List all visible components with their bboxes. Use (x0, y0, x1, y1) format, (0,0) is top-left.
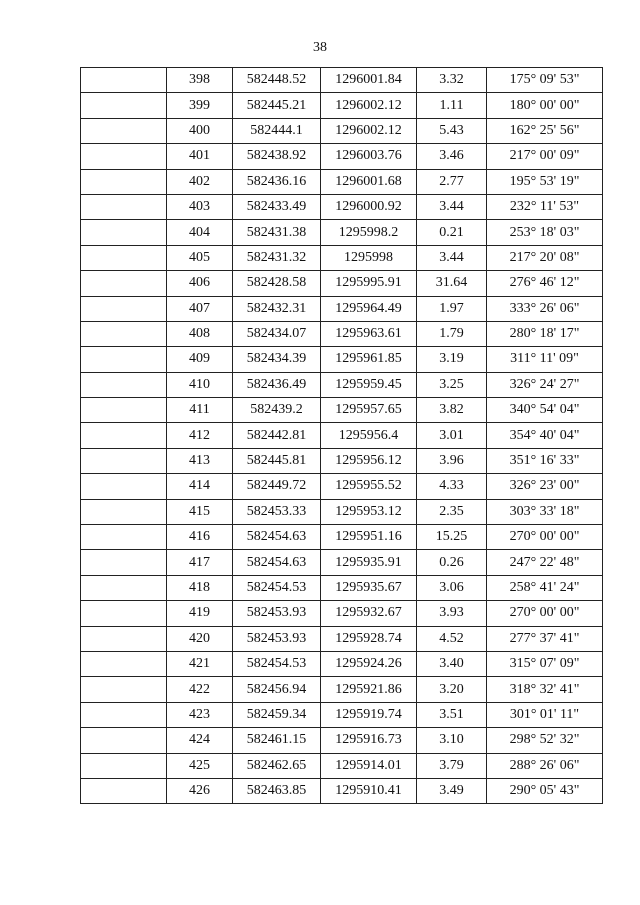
table-row (81, 728, 603, 753)
x-coordinate-cell: 582431.32 (233, 245, 321, 270)
distance-cell: 1.11 (417, 93, 487, 118)
bearing-angle-cell: 217° 20' 08" (487, 245, 603, 270)
blank-cell (81, 68, 167, 93)
bearing-angle-cell: 326° 23' 00" (487, 474, 603, 499)
point-number-cell: 405 (167, 245, 233, 270)
blank-cell (81, 118, 167, 143)
table-row (81, 118, 603, 143)
distance-cell: 3.44 (417, 245, 487, 270)
bearing-angle-cell: 180° 00' 00" (487, 93, 603, 118)
bearing-angle-cell: 247° 22' 48" (487, 550, 603, 575)
x-coordinate-cell: 582433.49 (233, 194, 321, 219)
y-coordinate-cell: 1295919.74 (321, 702, 417, 727)
x-coordinate-cell: 582436.16 (233, 169, 321, 194)
table-row (81, 575, 603, 600)
table-row (81, 753, 603, 778)
y-coordinate-cell: 1295928.74 (321, 626, 417, 651)
blank-cell (81, 93, 167, 118)
bearing-angle-cell: 315° 07' 09" (487, 651, 603, 676)
x-coordinate-cell: 582438.92 (233, 144, 321, 169)
y-coordinate-cell: 1295921.86 (321, 677, 417, 702)
point-number-cell: 408 (167, 321, 233, 346)
x-coordinate-cell: 582439.2 (233, 398, 321, 423)
blank-cell (81, 575, 167, 600)
point-number-cell: 426 (167, 778, 233, 803)
table-row (81, 93, 603, 118)
x-coordinate-cell: 582431.38 (233, 220, 321, 245)
point-number-cell: 420 (167, 626, 233, 651)
bearing-angle-cell: 290° 05' 43" (487, 778, 603, 803)
y-coordinate-cell: 1296002.12 (321, 118, 417, 143)
table-row (81, 626, 603, 651)
point-number-cell: 415 (167, 499, 233, 524)
point-number-cell: 401 (167, 144, 233, 169)
table-row (81, 169, 603, 194)
blank-cell (81, 677, 167, 702)
distance-cell: 2.35 (417, 499, 487, 524)
table-row (81, 499, 603, 524)
blank-cell (81, 347, 167, 372)
y-coordinate-cell: 1295961.85 (321, 347, 417, 372)
point-number-cell: 410 (167, 372, 233, 397)
distance-cell: 1.79 (417, 321, 487, 346)
point-number-cell: 421 (167, 651, 233, 676)
blank-cell (81, 651, 167, 676)
x-coordinate-cell: 582454.63 (233, 550, 321, 575)
distance-cell: 3.96 (417, 448, 487, 473)
distance-cell: 3.51 (417, 702, 487, 727)
table-row (81, 220, 603, 245)
point-number-cell: 403 (167, 194, 233, 219)
blank-cell (81, 245, 167, 270)
coordinates-table-body (81, 68, 603, 804)
y-coordinate-cell: 1295956.4 (321, 423, 417, 448)
distance-cell: 3.93 (417, 601, 487, 626)
y-coordinate-cell: 1295998 (321, 245, 417, 270)
bearing-angle-cell: 311° 11' 09" (487, 347, 603, 372)
table-row (81, 702, 603, 727)
blank-cell (81, 728, 167, 753)
y-coordinate-cell: 1295916.73 (321, 728, 417, 753)
y-coordinate-cell: 1296001.84 (321, 68, 417, 93)
y-coordinate-cell: 1295932.67 (321, 601, 417, 626)
distance-cell: 31.64 (417, 271, 487, 296)
table-row (81, 601, 603, 626)
y-coordinate-cell: 1295914.01 (321, 753, 417, 778)
bearing-angle-cell: 351° 16' 33" (487, 448, 603, 473)
blank-cell (81, 372, 167, 397)
bearing-angle-cell: 175° 09' 53" (487, 68, 603, 93)
point-number-cell: 406 (167, 271, 233, 296)
x-coordinate-cell: 582432.31 (233, 296, 321, 321)
y-coordinate-cell: 1295998.2 (321, 220, 417, 245)
blank-cell (81, 220, 167, 245)
x-coordinate-cell: 582442.81 (233, 423, 321, 448)
point-number-cell: 411 (167, 398, 233, 423)
table-row (81, 68, 603, 93)
x-coordinate-cell: 582461.15 (233, 728, 321, 753)
table-row (81, 194, 603, 219)
bearing-angle-cell: 270° 00' 00" (487, 525, 603, 550)
blank-cell (81, 778, 167, 803)
point-number-cell: 413 (167, 448, 233, 473)
blank-cell (81, 525, 167, 550)
bearing-angle-cell: 253° 18' 03" (487, 220, 603, 245)
blank-cell (81, 398, 167, 423)
point-number-cell: 409 (167, 347, 233, 372)
x-coordinate-cell: 582463.85 (233, 778, 321, 803)
distance-cell: 0.21 (417, 220, 487, 245)
bearing-angle-cell: 340° 54' 04" (487, 398, 603, 423)
table-row (81, 398, 603, 423)
point-number-cell: 412 (167, 423, 233, 448)
point-number-cell: 414 (167, 474, 233, 499)
point-number-cell: 422 (167, 677, 233, 702)
distance-cell: 3.46 (417, 144, 487, 169)
point-number-cell: 399 (167, 93, 233, 118)
coordinates-table (80, 67, 603, 804)
point-number-cell: 419 (167, 601, 233, 626)
y-coordinate-cell: 1295956.12 (321, 448, 417, 473)
distance-cell: 3.49 (417, 778, 487, 803)
y-coordinate-cell: 1296000.92 (321, 194, 417, 219)
y-coordinate-cell: 1295935.67 (321, 575, 417, 600)
blank-cell (81, 753, 167, 778)
blank-cell (81, 144, 167, 169)
bearing-angle-cell: 280° 18' 17" (487, 321, 603, 346)
y-coordinate-cell: 1295910.41 (321, 778, 417, 803)
bearing-angle-cell: 298° 52' 32" (487, 728, 603, 753)
y-coordinate-cell: 1295951.16 (321, 525, 417, 550)
bearing-angle-cell: 217° 00' 09" (487, 144, 603, 169)
x-coordinate-cell: 582454.53 (233, 651, 321, 676)
y-coordinate-cell: 1295955.52 (321, 474, 417, 499)
point-number-cell: 418 (167, 575, 233, 600)
blank-cell (81, 499, 167, 524)
distance-cell: 15.25 (417, 525, 487, 550)
distance-cell: 3.10 (417, 728, 487, 753)
x-coordinate-cell: 582459.34 (233, 702, 321, 727)
distance-cell: 0.26 (417, 550, 487, 575)
bearing-angle-cell: 258° 41' 24" (487, 575, 603, 600)
y-coordinate-cell: 1295935.91 (321, 550, 417, 575)
blank-cell (81, 626, 167, 651)
y-coordinate-cell: 1295957.65 (321, 398, 417, 423)
distance-cell: 3.01 (417, 423, 487, 448)
table-row (81, 321, 603, 346)
bearing-angle-cell: 270° 00' 00" (487, 601, 603, 626)
table-row (81, 778, 603, 803)
x-coordinate-cell: 582456.94 (233, 677, 321, 702)
bearing-angle-cell: 303° 33' 18" (487, 499, 603, 524)
distance-cell: 3.25 (417, 372, 487, 397)
table-row (81, 347, 603, 372)
table-row (81, 448, 603, 473)
bearing-angle-cell: 232° 11' 53" (487, 194, 603, 219)
point-number-cell: 398 (167, 68, 233, 93)
bearing-angle-cell: 326° 24' 27" (487, 372, 603, 397)
blank-cell (81, 296, 167, 321)
distance-cell: 1.97 (417, 296, 487, 321)
blank-cell (81, 474, 167, 499)
bearing-angle-cell: 333° 26' 06" (487, 296, 603, 321)
distance-cell: 3.82 (417, 398, 487, 423)
blank-cell (81, 601, 167, 626)
bearing-angle-cell: 288° 26' 06" (487, 753, 603, 778)
bearing-angle-cell: 277° 37' 41" (487, 626, 603, 651)
table-row (81, 550, 603, 575)
point-number-cell: 423 (167, 702, 233, 727)
bearing-angle-cell: 318° 32' 41" (487, 677, 603, 702)
bearing-angle-cell: 162° 25' 56" (487, 118, 603, 143)
distance-cell: 2.77 (417, 169, 487, 194)
table-row (81, 271, 603, 296)
y-coordinate-cell: 1295953.12 (321, 499, 417, 524)
distance-cell: 3.20 (417, 677, 487, 702)
point-number-cell: 407 (167, 296, 233, 321)
x-coordinate-cell: 582454.53 (233, 575, 321, 600)
point-number-cell: 417 (167, 550, 233, 575)
distance-cell: 3.44 (417, 194, 487, 219)
point-number-cell: 404 (167, 220, 233, 245)
blank-cell (81, 550, 167, 575)
distance-cell: 4.33 (417, 474, 487, 499)
x-coordinate-cell: 582453.93 (233, 626, 321, 651)
blank-cell (81, 448, 167, 473)
distance-cell: 3.79 (417, 753, 487, 778)
table-row (81, 677, 603, 702)
distance-cell: 3.32 (417, 68, 487, 93)
x-coordinate-cell: 582434.07 (233, 321, 321, 346)
table-row (81, 296, 603, 321)
x-coordinate-cell: 582453.33 (233, 499, 321, 524)
table-row (81, 372, 603, 397)
x-coordinate-cell: 582445.81 (233, 448, 321, 473)
blank-cell (81, 169, 167, 194)
y-coordinate-cell: 1295959.45 (321, 372, 417, 397)
bearing-angle-cell: 354° 40' 04" (487, 423, 603, 448)
blank-cell (81, 702, 167, 727)
x-coordinate-cell: 582428.58 (233, 271, 321, 296)
distance-cell: 3.06 (417, 575, 487, 600)
point-number-cell: 424 (167, 728, 233, 753)
x-coordinate-cell: 582449.72 (233, 474, 321, 499)
bearing-angle-cell: 195° 53' 19" (487, 169, 603, 194)
table-row (81, 423, 603, 448)
y-coordinate-cell: 1295964.49 (321, 296, 417, 321)
x-coordinate-cell: 582434.39 (233, 347, 321, 372)
blank-cell (81, 194, 167, 219)
page-number: 38 (313, 40, 327, 55)
distance-cell: 4.52 (417, 626, 487, 651)
y-coordinate-cell: 1296002.12 (321, 93, 417, 118)
blank-cell (81, 321, 167, 346)
bearing-angle-cell: 276° 46' 12" (487, 271, 603, 296)
point-number-cell: 400 (167, 118, 233, 143)
blank-cell (81, 271, 167, 296)
table-row (81, 474, 603, 499)
table-row (81, 651, 603, 676)
x-coordinate-cell: 582436.49 (233, 372, 321, 397)
y-coordinate-cell: 1296003.76 (321, 144, 417, 169)
point-number-cell: 402 (167, 169, 233, 194)
blank-cell (81, 423, 167, 448)
table-row (81, 245, 603, 270)
point-number-cell: 425 (167, 753, 233, 778)
table-row (81, 144, 603, 169)
y-coordinate-cell: 1295963.61 (321, 321, 417, 346)
bearing-angle-cell: 301° 01' 11" (487, 702, 603, 727)
y-coordinate-cell: 1295995.91 (321, 271, 417, 296)
distance-cell: 3.19 (417, 347, 487, 372)
point-number-cell: 416 (167, 525, 233, 550)
x-coordinate-cell: 582454.63 (233, 525, 321, 550)
table-row (81, 525, 603, 550)
y-coordinate-cell: 1296001.68 (321, 169, 417, 194)
x-coordinate-cell: 582453.93 (233, 601, 321, 626)
x-coordinate-cell: 582445.21 (233, 93, 321, 118)
x-coordinate-cell: 582462.65 (233, 753, 321, 778)
x-coordinate-cell: 582448.52 (233, 68, 321, 93)
y-coordinate-cell: 1295924.26 (321, 651, 417, 676)
x-coordinate-cell: 582444.1 (233, 118, 321, 143)
distance-cell: 5.43 (417, 118, 487, 143)
distance-cell: 3.40 (417, 651, 487, 676)
